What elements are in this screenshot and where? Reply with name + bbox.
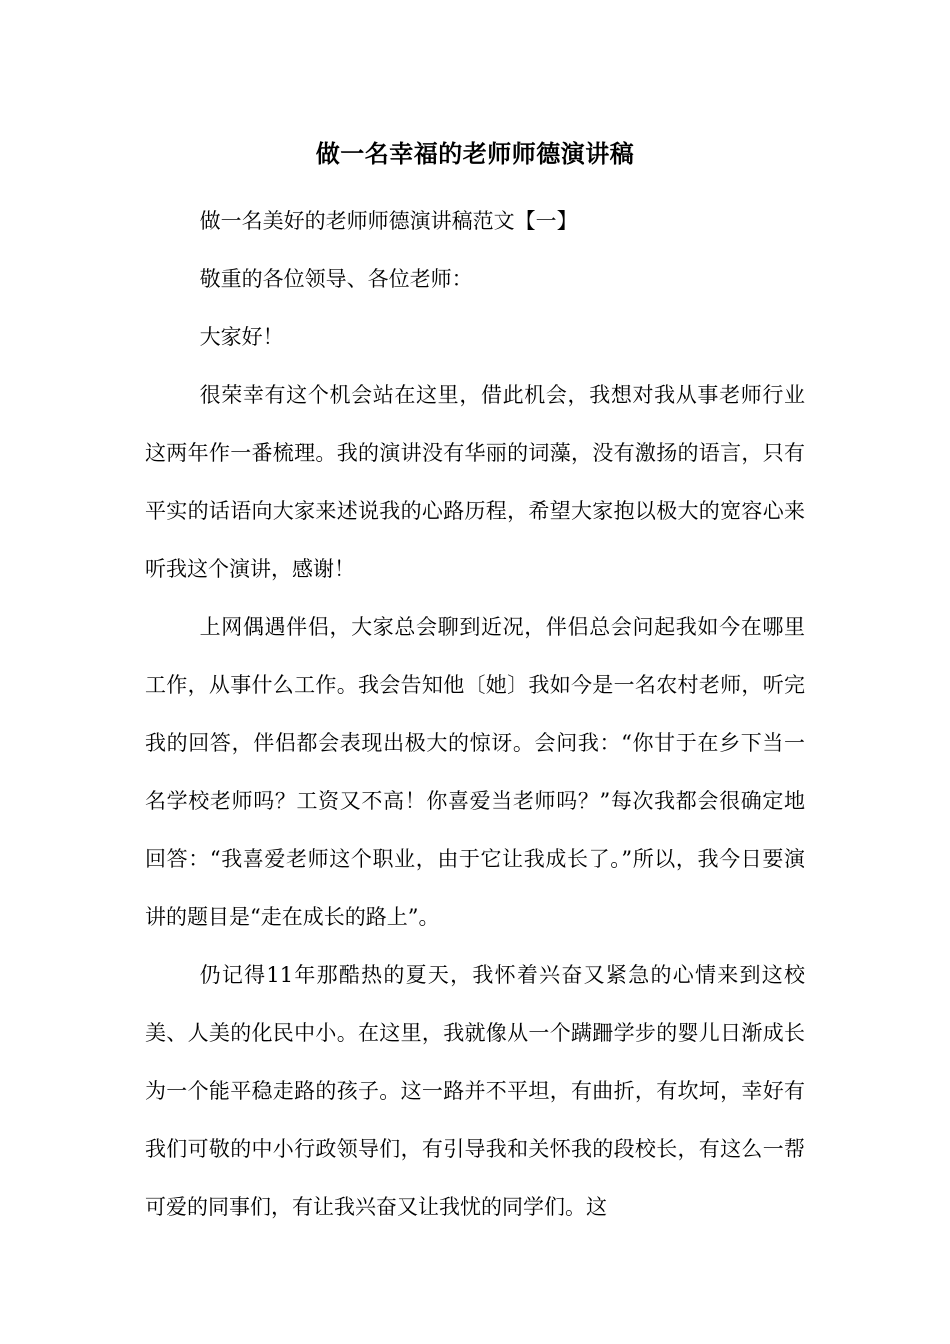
paragraph-intro: 很荣幸有这个机会站在这里，借此机会，我想对我从事老师行业这两年作一番梳理。我的演讲没有华丽的词藻，没有激扬的语言，只有平实的话语向大家来述说我的心路历程，希望大家抱以极大的宽容心来听我这个演讲，感谢！ xyxy=(145,383,805,581)
paragraph-subtitle: 做一名美好的老师师德演讲稿范文【一】 xyxy=(199,209,578,233)
paragraph-greeting: 大家好！ xyxy=(199,325,284,349)
paragraph-friends: 上网偶遇伴侣，大家总会聊到近况，伴侣总会问起我如今在哪里工作，从事什么工作。我会告知他〔她〕我如今是一名农村老师，听完我的回答，伴侣都会表现出极大的惊讶。会问我：“你甘于在乡下当一名学校老师吗？工资又不高！你喜爱当老师吗？”每次我都会很确定地回答：“我喜爱老师这个职业，由于它让我成长了。”所以，我今日要演讲的题目是“走在成长的路上”。 xyxy=(145,615,805,929)
document-body xyxy=(145,192,805,1236)
document-title: 做一名幸福的老师师德演讲稿 xyxy=(315,140,635,168)
paragraph-memory: 仍记得11年那酷热的夏天，我怀着兴奋又紧急的心情来到这校美、人美的化民中小。在这里，我就像从一个蹒跚学步的婴儿日渐成长为一个能平稳走路的孩子。这一路并不平坦，有曲折，有坎坷，幸好有我们可敬的中小行政领导们，有引导我和关怀我的段校长，有这么一帮可爱的同事们，有让我兴奋又让我忧的同学们。这 xyxy=(145,963,805,1219)
paragraph-salutation: 敬重的各位领导、各位老师： xyxy=(199,267,473,291)
